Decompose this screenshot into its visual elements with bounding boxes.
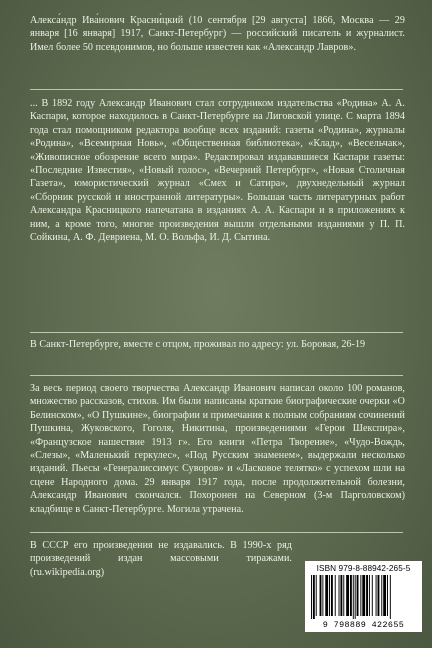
bio-ussr-paragraph bbox=[30, 539, 292, 579]
barcode-digits: 9 798889 422655 bbox=[322, 620, 405, 630]
bio-address-text: В Санкт-Петербурге, вместе с отцом, проживал по адресу: ул. Боровая, 26-19 bbox=[30, 339, 366, 350]
bio-ussr-text: В СССР его произведения не издавались. В 1990-х ряд произведений издан массовыми тиражами. (ru.wikipedia.org) bbox=[30, 540, 292, 578]
bio-intro-text: Алекса́ндр Ива́нович Красни́цкий (10 сентября [29 августа] 1866, Москва — 29 января [16 января] 1917, Санкт-Петербург) — российский писатель и журналист. Имел более 50 псевдонимов, но больше известен как «Александр Лавров». bbox=[30, 15, 405, 53]
bio-address-paragraph bbox=[30, 338, 405, 351]
separator-line-3 bbox=[30, 375, 403, 376]
barcode-bars bbox=[311, 575, 416, 619]
bio-works-paragraph bbox=[30, 382, 405, 516]
bio-career-paragraph bbox=[30, 97, 405, 244]
isbn-barcode bbox=[305, 561, 422, 632]
bio-works-text: За весь период своего творчества Александр Иванович написал около 100 романов, множество рассказов, стихов. Им были написаны краткие биографические очерки «О Белинском», «О Пушкине», биографии и примечания к полным собраниям сочинений Пушкина, Жуковского, Гоголя, Никитина, произведениями «Герои Шекспира», «Французское нашествие 1913 г». Его книги «Петра Творение», «Чудо-Вождь, «Слезы», «Маленький геркулес», «Под Русским знаменем», выдержали несколько изданий. Пьесы «Генералиссимус Суворов» и «Ласковое телятко» с успехом шли на сцене Народного дома. 29 января 1917 года, после продолжительной болезни, Александр Иванович скончался. Похоронен на Северном (3-м Парголовском) кладбище в Санкт-Петербурге. Могила утрачена. bbox=[30, 383, 405, 515]
separator-line-4 bbox=[30, 532, 403, 533]
isbn-label: ISBN 979-8-88942-265-5 bbox=[316, 564, 411, 573]
bio-intro-paragraph bbox=[30, 14, 405, 54]
separator-line-1 bbox=[30, 89, 403, 90]
bio-career-text: ... В 1892 году Александр Иванович стал сотрудником издательства «Родина» А. А. Каспари, которое находилось в Санкт-Петербурге на Лиговской улице. С марта 1894 года стал помощником редактора вообще всех изданий: газеты «Родина», журналы «Родина», «Всемирная Новь», «Общественная библиотека», «Клад», «Весельчак», «Живописное обозрение всего мира». Редактировал издававшиеся Каспари газеты: «Последние Известия», «Новый голос», «Вечерний Петербург», «Новая Столичная Газета», юмористический журнал «Смех и Сатира», двухнедельный журнал «Сборник русской и иностранной литературы». Большая часть литературных работ Александра Красницкого напечатана в изданиях А. А. Каспари и в приложениях к ним, а кроме того, многие произведения вышли отдельными изданиями у П. П. Сойкина, А. Ф. Девриена, М. О. Вольфа, И. Д. Сытина. bbox=[30, 98, 405, 244]
separator-line-2 bbox=[30, 332, 403, 333]
